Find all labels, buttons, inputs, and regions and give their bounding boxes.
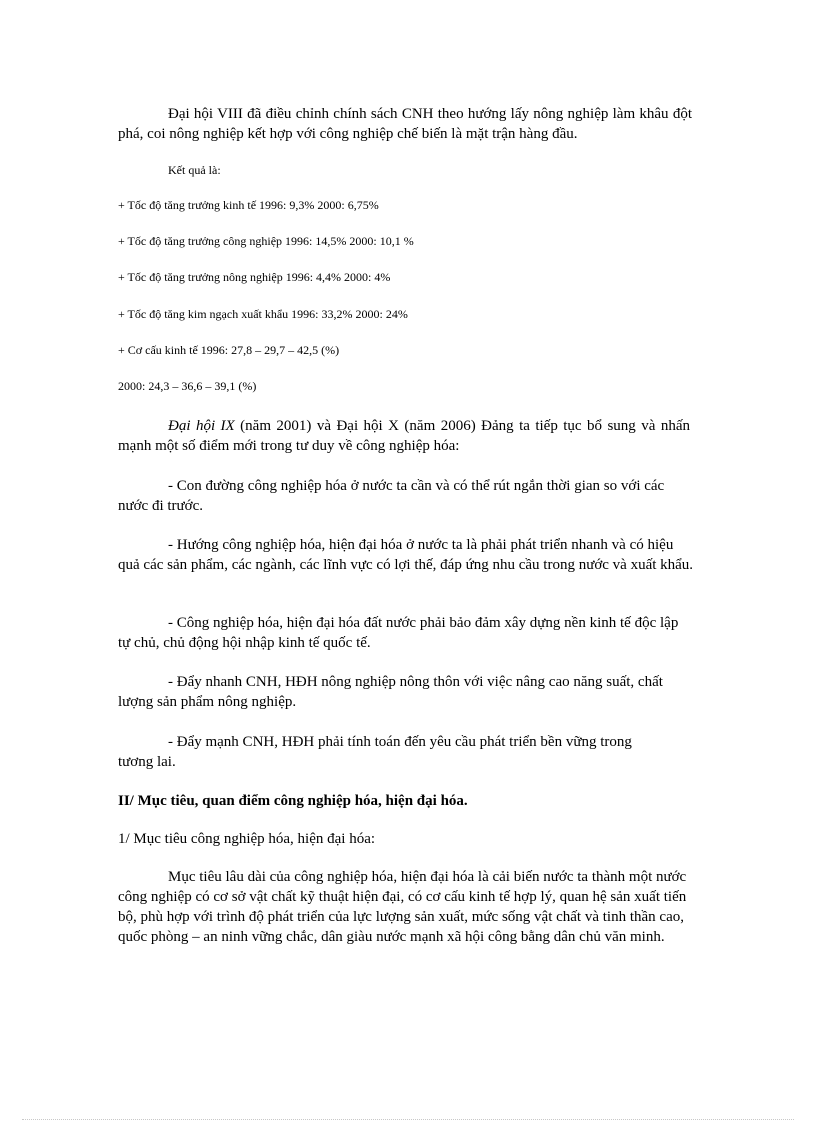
bullet-shortcut-path: - Con đường công nghiệp hóa ở nước ta cần và có thể rút ngắn thời gian so với các nước đi trước. (118, 478, 668, 514)
result-export-growth: + Tốc độ tăng kim ngạch xuất khẩu 1996: 33,2% 2000: 24% (118, 307, 408, 321)
intro-paragraph: Đại hội VIII đã điều chỉnh chính sách CNH theo hướng lấy nông nghiệp làm khâu đột phá, coi nông nghiệp kết hợp với công nghiệp chế biến là mặt trận hàng đầu. (118, 106, 696, 142)
results-label: Kết quả là: (168, 163, 221, 177)
congress-ix-paragraph (118, 416, 694, 456)
congress-ix-text: (năm 2001) và Đại hội X (năm 2006) Đảng ta tiếp tục bổ sung và nhấn mạnh một số điểm mới trong tư duy về công nghiệp hóa: (118, 418, 694, 454)
subsection-heading: 1/ Mục tiêu công nghiệp hóa, hiện đại hóa: (118, 831, 376, 847)
congress-ix-label: Đại hội IX (168, 418, 235, 434)
result-economic-growth: + Tốc độ tăng trưởng kinh tế 1996: 9,3% 2000: 6,75% (118, 198, 379, 212)
goal-paragraph: Mục tiêu lâu dài của công nghiệp hóa, hiện đại hóa là cải biến nước ta thành một nước công nghiệp có cơ sở vật chất kỹ thuật hiện đại, có cơ cấu kinh tế hợp lý, quan hệ sản xuất tiến bộ, phù hợp với trình độ phát triển của lực lượng sản xuất, mức sống vật chất và tinh thần cao, quốc phòng – an ninh vững chắc, dân giàu nước mạnh xã hội công bằng dân chủ văn minh. (118, 869, 690, 945)
bullet-self-reliance: - Công nghiệp hóa, hiện đại hóa đất nước phải bảo đảm xây dựng nền kinh tế độc lập tự chủ, chủ động hội nhập kinh tế quốc tế. (118, 615, 683, 651)
footer-dotted-rule (22, 1119, 794, 1120)
result-industry-growth: + Tốc độ tăng trưởng công nghiệp 1996: 14,5% 2000: 10,1 % (118, 234, 414, 248)
result-agriculture-growth: + Tốc độ tăng trưởng nông nghiệp 1996: 4,4% 2000: 4% (118, 270, 391, 284)
bullet-sustainable: - Đẩy mạnh CNH, HĐH phải tính toán đến yêu cầu phát triển bền vững trong tương lai. (118, 734, 636, 770)
result-economic-structure-2000: 2000: 24,3 – 36,6 – 39,1 (%) (118, 379, 257, 393)
section-heading: II/ Mục tiêu, quan điểm công nghiệp hóa, hiện đại hóa. (118, 793, 468, 809)
bullet-development-direction: - Hướng công nghiệp hóa, hiện đại hóa ở nước ta là phải phát triển nhanh và có hiệu quả các sản phẩm, các ngành, các lĩnh vực có lợi thế, đáp ứng nhu cầu trong nước và xuất khẩu. (118, 537, 694, 573)
bullet-agriculture: - Đẩy nhanh CNH, HĐH nông nghiệp nông thôn với việc nâng cao năng suất, chất lượng sản phẩm nông nghiệp. (118, 674, 667, 710)
result-economic-structure-1996: + Cơ cấu kinh tế 1996: 27,8 – 29,7 – 42,5 (%) (118, 343, 340, 357)
